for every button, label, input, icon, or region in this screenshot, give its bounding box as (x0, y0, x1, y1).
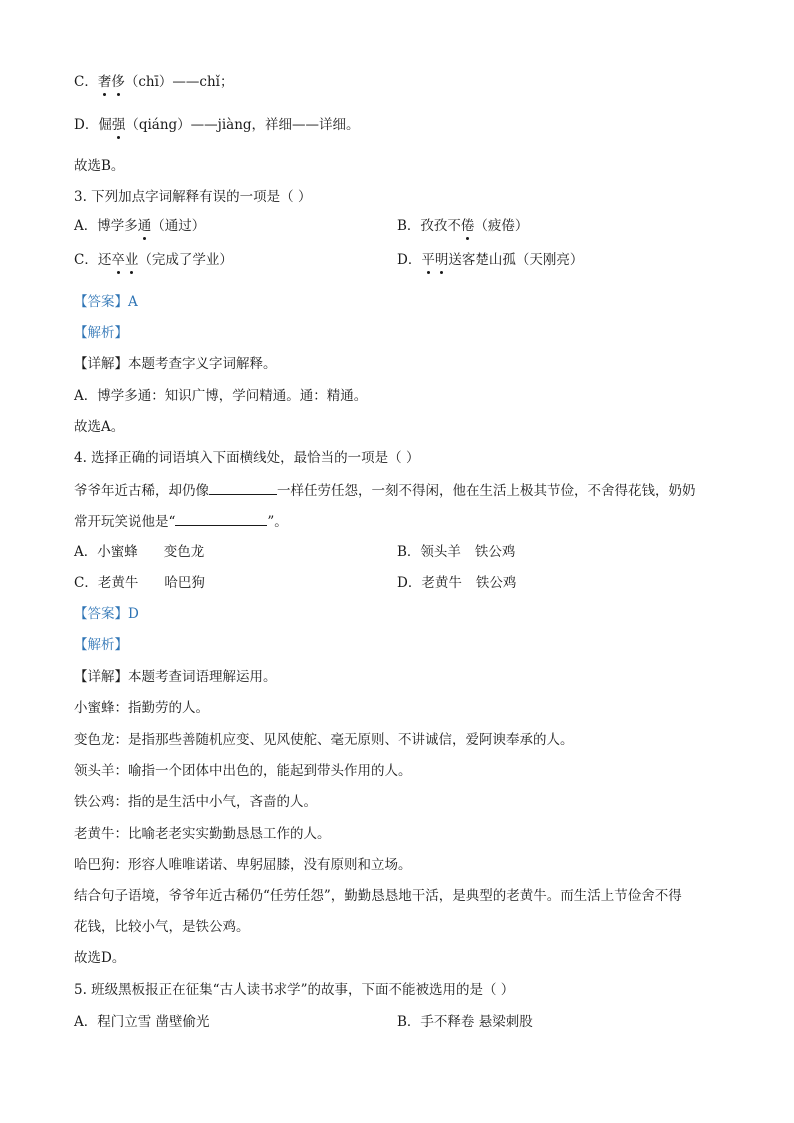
q5-option-a: A．程门立雪 凿壁偷光 (74, 1014, 210, 1030)
dotted-char: 侈 (111, 74, 125, 90)
q4-summary-line-2: 花钱，比较小气，是铁公鸡。 (74, 919, 250, 935)
q3-conclusion: 故选A。 (74, 419, 125, 435)
q5-stem: 5. 班级黑板报正在征集“古人读书求学”的故事，下面不能被选用的是（ ） (74, 982, 515, 998)
q4-stem: 4. 选择正确的词语填入下面横线处，最恰当的一项是（ ） (74, 450, 420, 466)
q4-option-b: B．领头羊 铁公鸡 (397, 544, 516, 560)
dotted-char: 业 (124, 252, 139, 268)
q4-option-c: C．老黄牛 哈巴狗 (74, 575, 205, 591)
dotted-char: 通 (137, 218, 152, 234)
q4-passage-line-2: 常开玩笑说他是“ ”。 (74, 511, 734, 532)
q3-analysis-label: 【解析】 (74, 325, 128, 341)
dotted-char: 倦 (460, 218, 475, 234)
dotted-char: 明 (434, 252, 449, 268)
q4-explain-4: 铁公鸡：指的是生活中小气，吝啬的人。 (74, 794, 317, 810)
q3-option-a: A．博学多通（通过） (74, 218, 206, 234)
q4-detail: 【详解】本题考查词语理解运用。 (74, 669, 277, 685)
q3-option-c: C．还卒业（完成了学业） (74, 252, 233, 268)
dotted-char: 平 (421, 252, 435, 268)
q2-conclusion: 故选B。 (74, 158, 125, 174)
q4-conclusion: 故选D。 (74, 950, 126, 966)
q3-option-d: D．平明送客楚山孤（天刚亮） (397, 252, 584, 268)
q4-explain-1: 小蜜蜂：指勤劳的人。 (74, 700, 209, 716)
q3-explain-a: A．博学多通：知识广博，学问精通。通：精通。 (74, 388, 368, 404)
q3-option-b: B．孜孜不倦（疲倦） (397, 218, 529, 234)
q3-stem: 3. 下列加点字词解释有误的一项是（ ） (74, 189, 312, 205)
q5-option-b: B．手不释卷 悬梁刺股 (397, 1014, 533, 1030)
fill-blank (175, 511, 267, 526)
q3-answer: 【答案】A (74, 294, 138, 310)
q4-explain-2: 变色龙：是指那些善随机应变、见风使舵、毫无原则、不讲诚信，爱阿谀奉承的人。 (74, 732, 574, 748)
q3-detail: 【详解】本题考查字义字词解释。 (74, 356, 277, 372)
q4-answer: 【答案】D (74, 606, 139, 622)
q4-explain-3: 领头羊：喻指一个团体中出色的，能起到带头作用的人。 (74, 763, 412, 779)
q2-option-c-explanation: C．奢侈（chī）——chǐ； (74, 74, 234, 90)
dotted-char: 卒 (111, 252, 125, 268)
q4-analysis-label: 【解析】 (74, 637, 128, 653)
q4-passage-line-1: 爷爷年近古稀，却仍像 一样任劳任怨，一刻不得闲，他在生活上极其节俭，不舍得花钱，奶奶 (74, 480, 734, 501)
q4-explain-5: 老黄牛：比喻老老实实勤勤恳恳工作的人。 (74, 826, 331, 842)
q4-summary-line-1: 结合句子语境，爷爷年近古稀仍“任劳任怨”，勤勤恳恳地干活，是典型的老黄牛。而生活上节俭舍不得 (74, 888, 682, 904)
q4-explain-6: 哈巴狗：形容人唯唯诺诺、卑躬屈膝，没有原则和立场。 (74, 857, 412, 873)
q4-option-d: D．老黄牛 铁公鸡 (397, 575, 517, 591)
dotted-char: 强 (111, 117, 126, 133)
q4-option-a: A．小蜜蜂 变色龙 (74, 544, 205, 560)
fill-blank (209, 480, 277, 495)
dotted-char: 奢 (97, 74, 112, 90)
q2-option-d-explanation: D．倔强（qiáng）——jiàng，祥细——详细。 (74, 117, 360, 133)
